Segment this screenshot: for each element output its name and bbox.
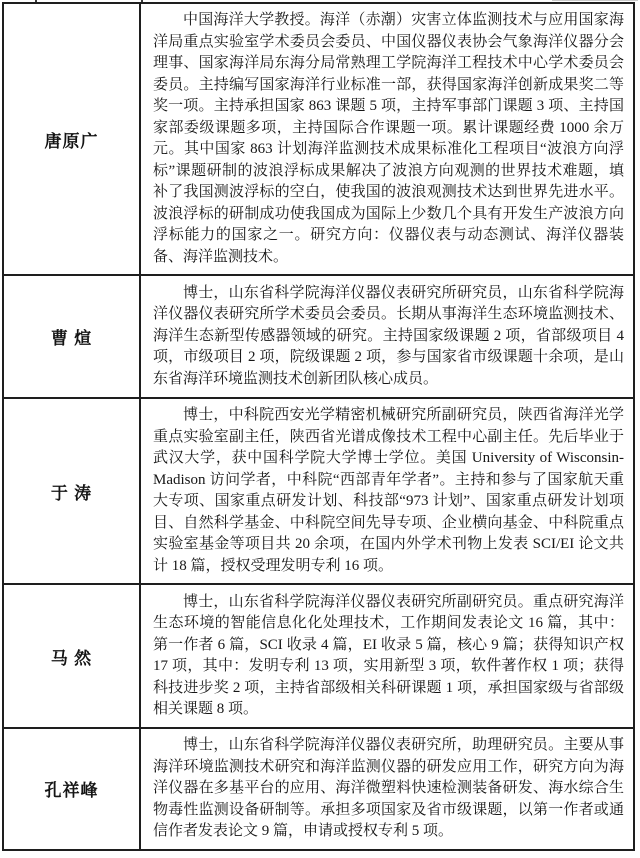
- researcher-bio: 博士，中科院西安光学精密机械研究所副研究员，陕西省海洋光学重点实验室副主任，陕西省光谱成像技术工程中心副主任。先后毕业于武汉大学，获中国科学院大学博士学位。美国 University of Wisconsin-Madison 访问学者，中科院“西部青年学者”。主持和参与了国家航天重大专项、国家重点研发计划、科技部“973 计划”、国家重点研发计划项目、自然科学基金、中科院空间先导专项、企业横向基金、中科院重点实验室基金等项目共 20 余项，在国内外学术刊物上发表 SCI/EI 论文共计 18 篇，授权受理发明专利 16 项。: [153, 407, 624, 574]
- researcher-name-cell: [4, 4, 141, 274]
- researcher-bio-cell: [141, 585, 633, 727]
- researcher-name: 马 然: [50, 648, 93, 668]
- table-row: [4, 4, 633, 274]
- table-row: [4, 583, 633, 727]
- table-row: [4, 727, 633, 849]
- researcher-bio: 中国海洋大学教授。海洋（赤潮）灾害立体监测技术与应用国家海洋局重点实验室学术委员会委员、中国仪器仪表协会气象海洋仪器分会理事、国家海洋局东海分局常熟理工学院海洋工程技术中心学术委员会委员。主持编写国家海洋行业标准一部，获得国家海洋创新成果奖二等奖一项。主持承担国家 863 课题 5 项，主持军事部门课题 3 项、主持国家部委级课题多项，主持国际合作课题一项。累计课题经费 1000 余万元。其中国家 863 计划海洋监测技术成果标准化工程项目“波浪方向浮标”课题研制的波浪浮标成果解决了波浪方向观测的世界技术难题，填补了我国测波浮标的空白，使我国的波浪观测技术达到世界先进水平。波浪浮标的研制成功使我国成为国际上少数几个具有开发生产波浪方向浮标能力的国家之一。研究方向：仪器仪表与动态测试、海洋仪器装备、海洋监测技术。: [153, 12, 624, 265]
- researcher-bio-cell: [141, 4, 633, 274]
- table-row: [4, 274, 633, 397]
- researcher-bio-cell: [141, 276, 633, 397]
- researcher-name-cell: [4, 585, 141, 727]
- researcher-name: 唐原广: [44, 131, 99, 151]
- researcher-name-cell: [4, 399, 141, 583]
- table-row: [4, 397, 633, 583]
- researcher-bio: 博士，山东省科学院海洋仪器仪表研究所副研究员。重点研究海洋生态环境的智能信息化化处理技术，工作期间发表论文 16 篇，其中：第一作者 6 篇，SCI 收录 4 篇，EI 收录 5 篇，核心 9 篇；获得知识产权 17 项，其中：发明专利 13 项，实用新型 3 项，软件著作权 1 项；获得科技进步奖 2 项，主持省部级相关科研课题 1 项，承担国家级与省部级相关课题 8 项。: [153, 593, 624, 717]
- researcher-name: 孔祥峰: [44, 781, 99, 801]
- researcher-name: 曹 煊: [50, 329, 93, 348]
- researcher-bio: 博士，山东省科学院海洋仪器仪表研究所，助理研究员。主要从事海洋环境监测技术研究和海洋监测仪器的研发应用工作，研究方向为海洋仪器在多基平台的应用、海洋微塑料快速检测装备研发、海水综合生物毒性监测设备研制等。承担多项国家及省市级课题，以第一作者或通信作者发表论文 9 篇，申请或授权专利 5 项。: [153, 737, 624, 839]
- cropped-edge-smudge: [552, 0, 638, 1]
- researcher-bio-cell: [141, 399, 633, 583]
- researcher-bio-cell: [141, 729, 633, 849]
- biography-table: [2, 2, 635, 851]
- researcher-bio: 博士，山东省科学院海洋仪器仪表研究所研究员，山东省科学院海洋仪器仪表研究所学术委员会委员。长期从事海洋生态环境监测技术、海洋生态新型传感器领域的研究。主持国家级课题 2 项，省部级项目 4 项，市级项目 2 项，院级课题 2 项，参与国家省市级课题十余项，是山东省海洋环境监测技术创新团队核心成员。: [153, 284, 624, 387]
- researcher-name-cell: [4, 276, 141, 397]
- researcher-name-cell: [4, 729, 141, 849]
- researcher-name: 于 涛: [50, 483, 93, 503]
